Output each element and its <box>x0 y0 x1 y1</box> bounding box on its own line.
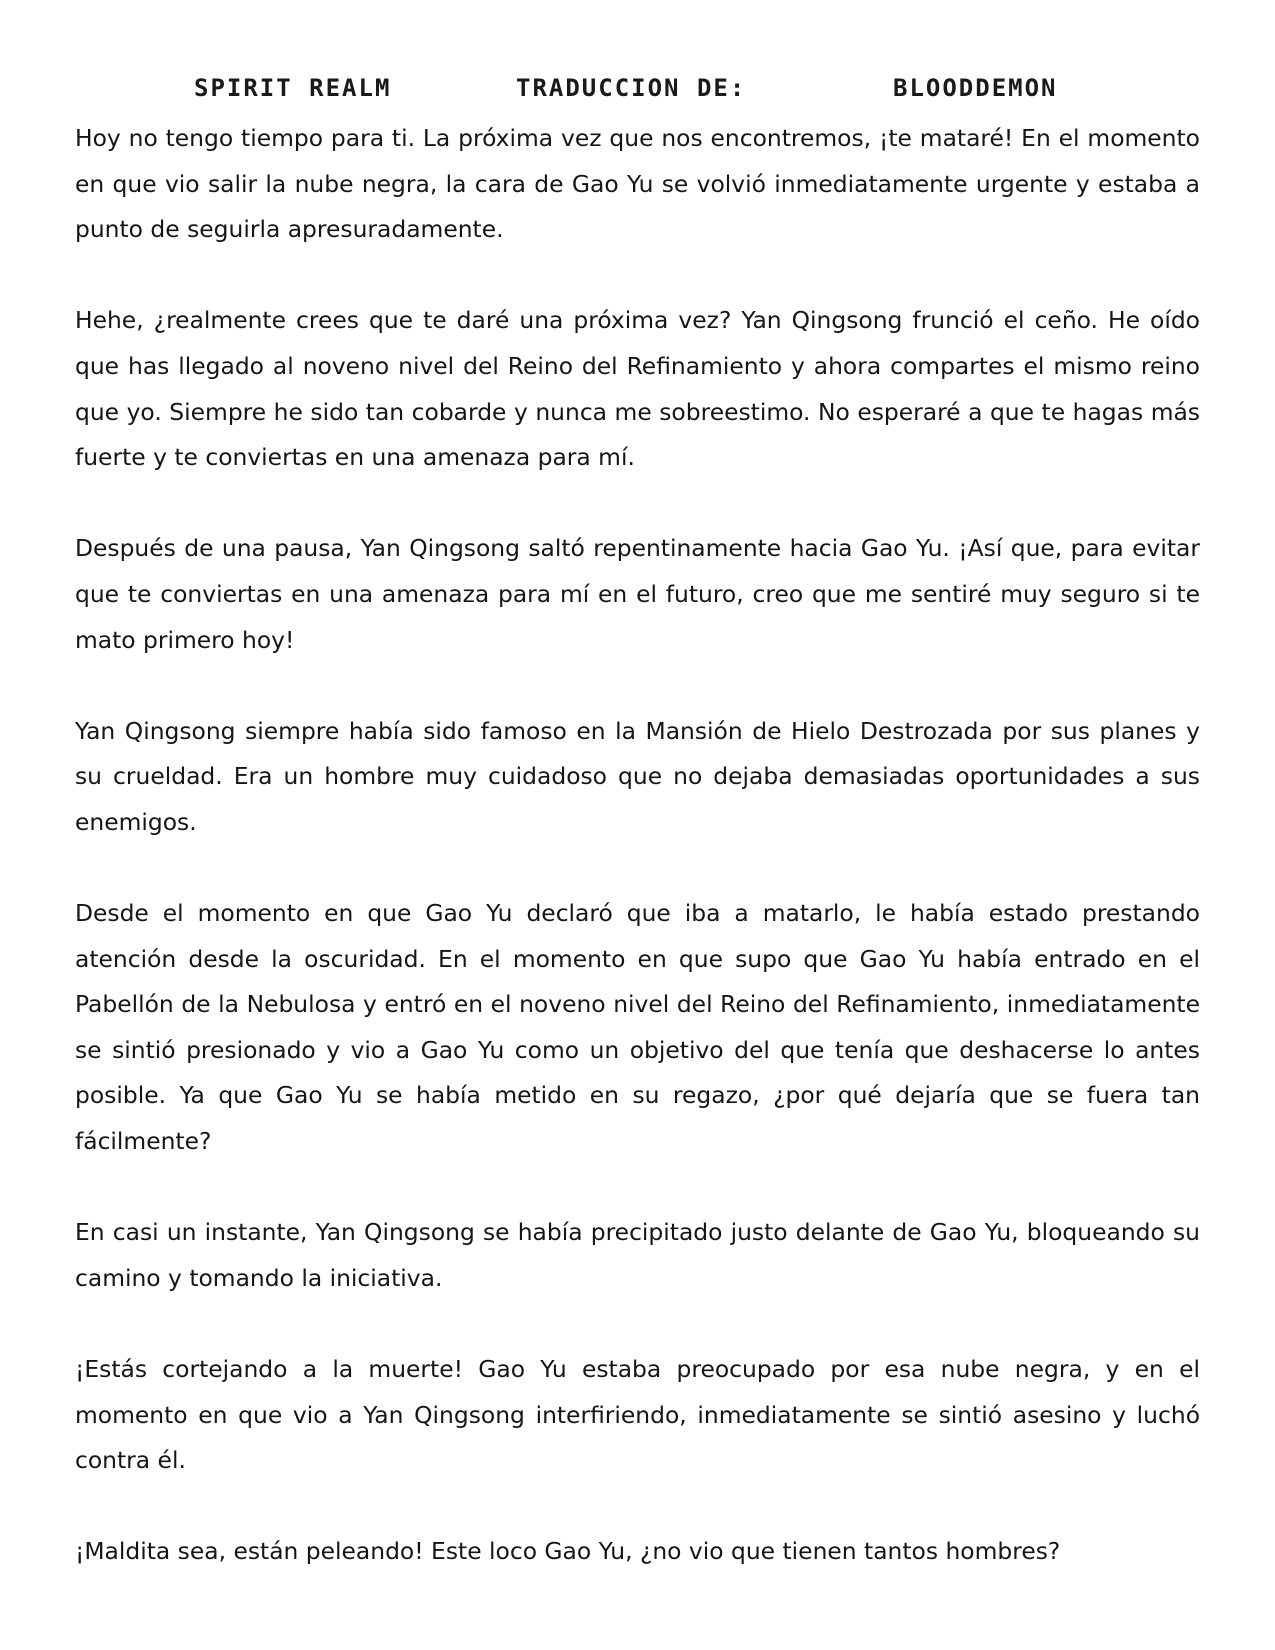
paragraph: Desde el momento en que Gao Yu declaró que iba a matarlo, le había estado prestando atención desde la oscuridad. En el momento en que supo que Gao Yu había entrado en el Pabellón de la Nebulosa y entró en el noveno nivel del Reino del Refinamiento, inmediatamente se sintió presionado y vio a Gao Yu como un objetivo del que tenía que deshacerse lo antes posible. Ya que Gao Yu se había metido en su regazo, ¿por qué dejaría que se fuera tan fácilmente? <box>75 899 1200 1156</box>
paragraph: En casi un instante, Yan Qingsong se había precipitado justo delante de Gao Yu, bloqueando su camino y tomando la iniciativa. <box>75 1218 1200 1292</box>
paragraph: Hehe, ¿realmente crees que te daré una próxima vez? Yan Qingsong frunció el ceño. He oído que has llegado al noveno nivel del Reino del Refinamiento y ahora compartes el mismo reino que yo. Siempre he sido tan cobarde y nunca me sobreestimo. No esperaré a que te hagas más fuerte y te conviertas en una amenaza para mí. <box>75 306 1200 472</box>
document-body <box>75 116 1200 1575</box>
paragraph: Yan Qingsong siempre había sido famoso en la Mansión de Hielo Destrozada por sus planes y su crueldad. Era un hombre muy cuidadoso que no dejaba demasiadas oportunidades a sus enemigos. <box>75 716 1200 836</box>
paragraph: ¡Maldita sea, están peleando! Este loco Gao Yu, ¿no vio que tienen tantos hombres? <box>75 1537 1061 1566</box>
paragraph: ¡Estás cortejando a la muerte! Gao Yu estaba preocupado por esa nube negra, y en el momento en que vio a Yan Qingsong interfiriendo, inmediatamente se sintió asesino y luchó contra él. <box>75 1355 1200 1475</box>
header-translation-label: TRADUCCION DE: <box>516 74 747 102</box>
paragraph: Hoy no tengo tiempo para ti. La próxima vez que nos encontremos, ¡te mataré! En el momento en que vio salir la nube negra, la cara de Gao Yu se volvió inmediatamente urgente y estaba a punto de seguirla apresuradamente. <box>75 124 1200 244</box>
header-translator: BLOODDEMON <box>893 74 1058 102</box>
paragraph: Después de una pausa, Yan Qingsong saltó repentinamente hacia Gao Yu. ¡Así que, para evitar que te conviertas en una amenaza para mí en el futuro, creo que me sentiré muy seguro si te mato primero hoy! <box>75 534 1200 654</box>
header-title: SPIRIT REALM <box>194 74 392 102</box>
page-header <box>0 68 1275 108</box>
